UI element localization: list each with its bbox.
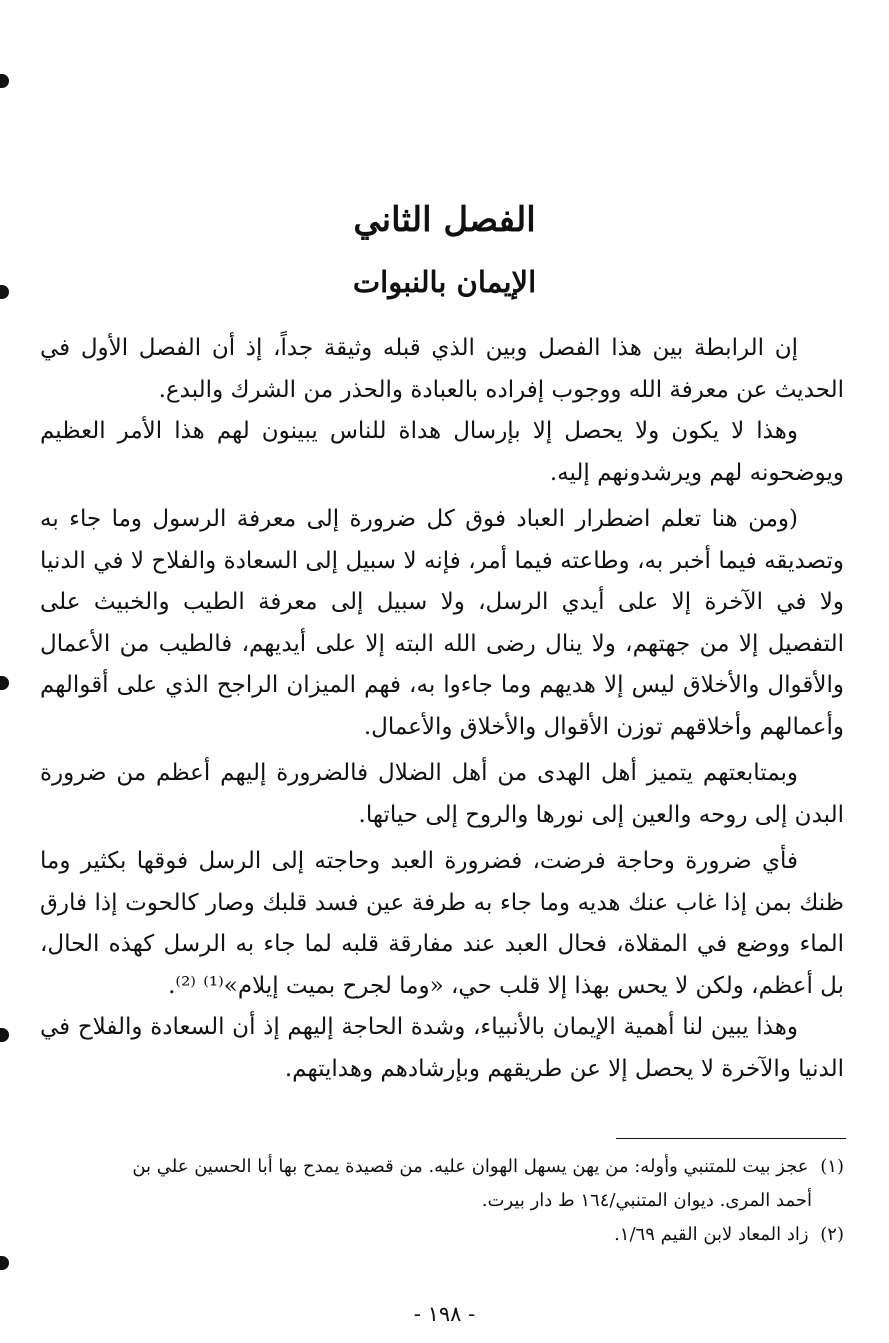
footnote-divider (616, 1138, 846, 1139)
scan-edge-mark (0, 1256, 9, 1270)
page-number: - ١٩٨ - (413, 1302, 476, 1326)
scan-edge-mark (0, 676, 9, 690)
paragraph: وهذا يبين لنا أهمية الإيمان بالأنبياء، وشدة الحاجة إليهم إذ أن السعادة والفلاح في الدنيا والآخرة لا يحصل إلا عن طريقهم وبإرشادهم وهدايتهم. (40, 1014, 844, 1082)
footnote-text: عجز بيت للمتنبي وأوله: من يهن يسهل الهوان عليه. من قصيدة يمدح بها أبا الحسين علي بن (132, 1156, 809, 1177)
footnote-text: زاد المعاد لابن القيم ١/٦٩. (614, 1224, 809, 1245)
footnote (40, 1150, 844, 1184)
chapter-title: الفصل الثاني (353, 200, 536, 240)
footnote-number: (١) (820, 1156, 844, 1177)
paragraph: وبمتابعتهم يتميز أهل الهدى من أهل الضلال فالضرورة إليهم أعظم من ضرورة البدن إلى روحه والعين إلى نورها والروح إلى حياتها. (40, 760, 844, 828)
paragraph: إن الرابطة بين هذا الفصل وبين الذي قبله وثيقة جداً، إذ أن الفصل الأول في الحديث عن معرفة الله ووجوب إفراده بالعبادة والحذر من الشرك والبدع. (40, 335, 844, 403)
scan-edge-mark (0, 1028, 9, 1042)
chapter-subtitle: الإيمان بالنبوات (352, 265, 537, 299)
paragraph: وهذا لا يكون ولا يحصل إلا بإرسال هداة للناس يبينون لهم هذا الأمر العظيم ويوضحونه لهم ويرشدونهم إليه. (40, 418, 844, 486)
body-text (40, 328, 844, 1090)
scan-edge-mark (0, 74, 9, 88)
footnotes (40, 1150, 844, 1252)
footnote-continuation: أحمد المرى. ديوان المتنبي/١٦٤ ط دار بيرت. (481, 1190, 812, 1211)
footnote-number: (٢) (820, 1224, 844, 1245)
paragraph: (ومن هنا تعلم اضطرار العباد فوق كل ضرورة إلى معرفة الرسول وما جاء به وتصديقه فيما أخبر به، وطاعته فيما أمر، فإنه لا سبيل إلى السعادة والفلاح لا في الدنيا ولا في الآخرة إلا على أيدي الرسل، ولا سبيل إلى معرفة الطيب والخبيث على التفصيل إلا من جهتهم، ولا ينال رضى الله البته إلا على أيديهم، فالطيب من الأعمال والأقوال والأخلاق ليس إلا هديهم وما جاءوا به، فهم الميزان الراجح الذي على أقوالهم وأعمالهم وأخلاقهم توزن الأقوال والأخلاق والأعمال. (40, 506, 844, 740)
footnote (40, 1218, 844, 1252)
paragraph: فأي ضرورة وحاجة فرضت، فضرورة العبد وحاجته إلى الرسل فوقها بكثير وما ظنك بمن إذا غاب عنك هديه وما جاء به طرفة عين فسد قلبك وصار كالحوت إذا فارق الماء ووضع في المقلاة، فحال العبد عند مفارقة قلبه لما جاء به الرسل كهذه الحال، بل أعظم، ولكن لا يحس بهذا إلا قلب حي، «وما لجرح بميت إيلام»⁽¹⁾ ⁽²⁾. (40, 848, 844, 999)
